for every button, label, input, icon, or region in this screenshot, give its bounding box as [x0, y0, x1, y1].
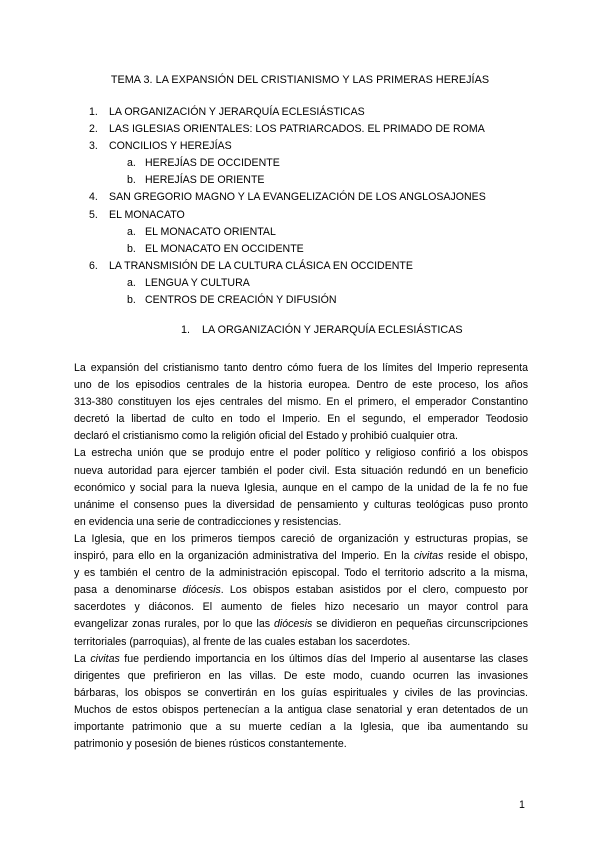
italic-term: diócesis — [274, 618, 313, 631]
text-line: 313-380 constituyen los ejes centrales del mismo. En el primero, el emperador Constantino — [74, 396, 528, 409]
toc-item-text: LENGUA Y CULTURA — [145, 276, 250, 289]
text-line: dirigentes que prefirieron en las villas. De este modo, cuando ocurren las invasiones — [74, 669, 528, 682]
text-line: y es también el centro de la administración episcopal. Todo el territorio adscrito a la misma, — [74, 567, 528, 580]
toc-item-text: SAN GREGORIO MAGNO Y LA EVANGELIZACIÓN DE LOS ANGLOSAJONES — [109, 191, 486, 204]
toc-item-number: 1. — [89, 106, 98, 118]
italic-term: civitas — [413, 550, 444, 563]
toc-item-number: 3. — [89, 140, 98, 153]
text-line: bárbaras, los obispos se convertirán en los guías espirituales y civiles de las provincias. — [74, 686, 528, 699]
toc-item-text: HEREJÍAS DE OCCIDENTE — [145, 157, 280, 170]
text-line: La estrecha unión que se produjo entre el poder político y religioso confirió a los obispos — [74, 447, 528, 460]
toc-item-text: EL MONACATO — [109, 208, 185, 221]
text-line: territoriales (parroquias), al frente de las cuales estaban los sacerdotes. — [74, 635, 411, 648]
text-line: pasa a denominarse diócesis. Los obispos estaban asistidos por el clero, compuesto por — [74, 584, 528, 597]
toc-item-number: 6. — [89, 259, 98, 272]
text-line: La civitas fue perdiendo importancia en los últimos días del Imperio al ausentarse las clases — [74, 652, 528, 665]
toc-item — [0, 292, 600, 309]
text-line: importante patrimonio que a su muerte cedían a la Iglesia, que iba aumentando su — [74, 720, 528, 733]
text-line: La expansión del cristianismo tanto dentro cómo fuera de los límites del Imperio representa — [74, 362, 528, 374]
toc-item — [0, 104, 600, 121]
toc-item-number: 4. — [89, 191, 98, 204]
page-title: TEMA 3. LA EXPANSIÓN DEL CRISTIANISMO Y LAS PRIMERAS HEREJÍAS — [110, 74, 490, 86]
section-number: 1. — [181, 324, 191, 336]
toc-item — [0, 207, 600, 224]
text-line: La Iglesia, que en los primeros tiempos careció de organización y estructuras propias, se — [74, 532, 528, 545]
text-line: patrimonio y posesión de bienes rústicos constantemente. — [74, 738, 347, 751]
toc-item — [0, 224, 600, 241]
text-line: económico y social para la nueva Iglesia, aunque en el campo de la unidad de la fe no fue — [74, 481, 528, 494]
text-line: en evidencia una serie de contradicciones y resistencias. — [74, 515, 342, 528]
toc-item-number: b. — [127, 294, 136, 307]
section-title: LA ORGANIZACIÓN Y JERARQUÍA ECLESIÁSTICAS — [202, 324, 463, 336]
text-line: uno de los episodios centrales de la historia europea. Dentro de este proceso, los años — [74, 379, 528, 392]
toc-item-number: a. — [127, 276, 136, 289]
text-line: unánime el consenso pues la diversidad de pensamiento y culturas teológicas puso pronto — [74, 498, 528, 511]
toc-item — [0, 275, 600, 292]
text-line: nueva autoridad para ejercer también el poder civil. Esta situación redundó en un beneficio — [74, 464, 528, 477]
toc-item-text: CENTROS DE CREACIÓN Y DIFUSIÓN — [145, 294, 337, 307]
toc-item — [0, 138, 600, 155]
italic-term: civitas — [90, 652, 120, 665]
toc-item-number: b. — [127, 242, 136, 255]
text-line: Muchos de estos obispos pertenecían a la antigua clase senatorial y eran detentados de un — [74, 703, 528, 716]
text-line: declaró el cristianismo como la religión oficial del Estado y prohibió cualquier otra. — [74, 430, 458, 443]
italic-term: diócesis — [182, 584, 221, 597]
toc-item-number: 2. — [89, 123, 98, 136]
toc-item — [0, 155, 600, 172]
toc-item — [0, 121, 600, 138]
text-line: sacerdotes y diáconos. El aumento de fieles hizo necesario un mayor control para — [74, 601, 528, 614]
toc-item-text: LAS IGLESIAS ORIENTALES: LOS PATRIARCADOS. EL PRIMADO DE ROMA — [109, 123, 485, 136]
toc-item-number: a. — [127, 157, 136, 170]
table-of-contents — [0, 104, 600, 309]
toc-item-number: b. — [127, 174, 136, 187]
toc-item-text: EL MONACATO ORIENTAL — [145, 225, 276, 238]
toc-item-text: EL MONACATO EN OCCIDENTE — [145, 242, 304, 255]
body-paragraphs — [74, 360, 528, 753]
text-line: inspiró, para ello en la organización administrativa del Imperio. En la civitas reside el obispo, — [74, 550, 529, 563]
toc-item-number: 5. — [89, 208, 98, 221]
toc-item-text: LA ORGANIZACIÓN Y JERARQUÍA ECLESIÁSTICAS — [109, 106, 365, 118]
toc-item-text: CONCILIOS Y HEREJÍAS — [109, 140, 232, 153]
toc-item-number: a. — [127, 225, 136, 238]
text-line: decretó la libertad de culto en todo el Imperio. En el segundo, el emperador Teodosio — [74, 413, 528, 426]
toc-item — [0, 172, 600, 189]
page-number: 1 — [519, 799, 525, 811]
toc-item-text: HEREJÍAS DE ORIENTE — [145, 174, 265, 187]
toc-item — [0, 189, 600, 206]
toc-item — [0, 241, 600, 258]
text-line: evangelizar zonas rurales, por lo que las diócesis se dividieron en pequeñas circunscripciones — [74, 618, 528, 631]
toc-item-text: LA TRANSMISIÓN DE LA CULTURA CLÁSICA EN OCCIDENTE — [109, 259, 413, 272]
toc-item — [0, 258, 600, 275]
